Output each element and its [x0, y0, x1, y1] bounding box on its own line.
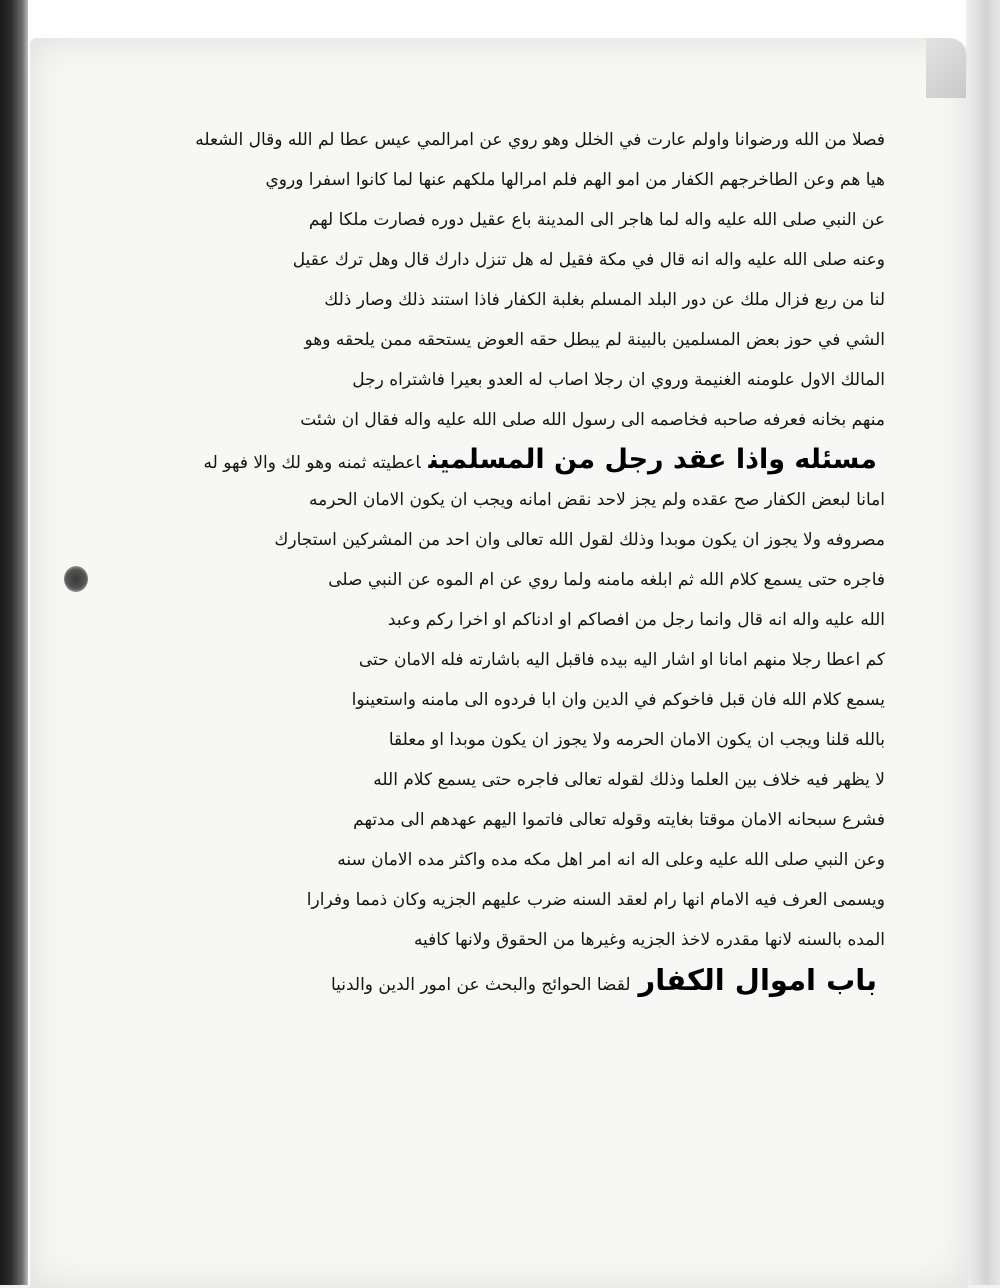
- manuscript-line: [120, 440, 885, 480]
- line-text: كم اعطا رجلا منهم امانا او اشار اليه بيده فاقبل اليه باشارته فله الامان حتى: [358, 650, 885, 670]
- line-text: بالله قلنا ويجب ان يكون الامان الحرمه ولا يجوز ان يكون موبدا او معلقا: [388, 730, 885, 750]
- section-heading: مسئله واذا عقد رجل من المسلمين: [428, 444, 877, 475]
- manuscript-line: [120, 400, 885, 440]
- manuscript-line: [120, 680, 885, 720]
- manuscript-line: [120, 920, 885, 960]
- manuscript-line: [120, 280, 885, 320]
- ink-blot: [64, 566, 88, 592]
- line-text: الشي في حوز بعض المسلمين بالبينة لم يبطل حقه العوض يستحقه ممن يلحقه وهو: [304, 330, 885, 350]
- manuscript-line: [120, 120, 885, 160]
- line-text: فاجره حتى يسمع كلام الله ثم ابلغه مامنه ولما روي عن ام الموه عن النبي صلى: [328, 570, 885, 590]
- manuscript-line: [120, 720, 885, 760]
- page-edge: [966, 0, 1000, 1285]
- manuscript-line: [120, 360, 885, 400]
- line-text: ويسمى العرف فيه الامام انها رام لعقد السنه ضرب عليهم الجزيه وكان ذمما وفرارا: [306, 890, 885, 910]
- manuscript-line: [120, 760, 885, 800]
- manuscript-line: [120, 640, 885, 680]
- manuscript-line: [120, 200, 885, 240]
- manuscript-line: [120, 800, 885, 840]
- line-text: المالك الاول علومنه الغنيمة وروي ان رجلا اصاب له العدو بعيرا فاشتراه رجل: [352, 370, 885, 390]
- line-text: وعن النبي صلى الله عليه وعلى اله انه امر اهل مكه مده واكثر مده الامان سنه: [337, 850, 885, 870]
- line-text: فشرع سبحانه الامان موقتا بغايته وقوله تعالى فاتموا اليهم عهدهم الى مدتهم: [353, 810, 885, 830]
- line-text: هيا هم وعن الطاخرجهم الكفار من امو الهم فلم امرالها ملكهم عنها لما كانوا اسفرا وروي: [265, 170, 885, 190]
- manuscript-line: [120, 320, 885, 360]
- line-text: منهم بخانه فعرفه صاحبه فخاصمه الى رسول الله صلى الله عليه واله فقال ان شئت: [300, 410, 885, 430]
- manuscript-line: [120, 160, 885, 200]
- manuscript-line: [120, 960, 885, 1000]
- manuscript-line: [120, 840, 885, 880]
- line-text: الله عليه واله انه قال وانما رجل من افصاكم او ادناكم او اخرا ركم وعبد: [387, 610, 885, 630]
- manuscript-line: [120, 880, 885, 920]
- line-text: امانا لبعض الكفار صح عقده ولم يجز لاحد نقض امانه ويجب ان يكون الامان الحرمه: [309, 490, 885, 510]
- line-text: عن النبي صلى الله عليه واله لما هاجر الى المدينة باع عقيل دوره فصارت ملكا لهم: [308, 210, 885, 230]
- binding-shadow: [0, 0, 28, 1285]
- section-heading: باب اموال الكفار: [638, 963, 877, 997]
- line-text: لقضا الحوائج والبحث عن امور الدين والدنيا: [330, 975, 631, 995]
- line-text: لا يظهر فيه خلاف بين العلما وذلك لقوله تعالى فاجره حتى يسمع كلام الله: [373, 770, 885, 790]
- manuscript-line: [120, 520, 885, 560]
- manuscript-line: [120, 600, 885, 640]
- line-text: يسمع كلام الله فان قبل فاخوكم في الدين وان ابا فردوه الى مامنه واستعينوا: [351, 690, 885, 710]
- manuscript-line: [120, 240, 885, 280]
- line-text: لنا من ربع فزال ملك عن دور البلد المسلم بغلبة الكفار فاذا استند ذلك وصار ذلك: [324, 290, 885, 310]
- line-text: وعنه صلى الله عليه واله انه قال في مكة فقيل له هل تنزل دارك قال وهل ترك عقيل: [292, 250, 885, 270]
- manuscript-line: [120, 560, 885, 600]
- page-corner: [926, 38, 966, 98]
- line-text: اعطيته ثمنه وهو لك والا فهو له: [203, 453, 421, 473]
- manuscript-line: [120, 480, 885, 520]
- line-text: المده بالسنه لانها مقدره لاخذ الجزيه وغيرها من الحقوق ولانها كافيه: [413, 930, 885, 950]
- manuscript-text: [120, 120, 885, 1000]
- line-text: فصلا من الله ورضوانا واولم عارت في الخلل وهو روي عن امرالمي عيس عطا لم الله وقال الشعله: [195, 130, 885, 150]
- line-text: مصروفه ولا يجوز ان يكون موبدا وذلك لقول الله تعالى وان احد من المشركين استجارك: [274, 530, 885, 550]
